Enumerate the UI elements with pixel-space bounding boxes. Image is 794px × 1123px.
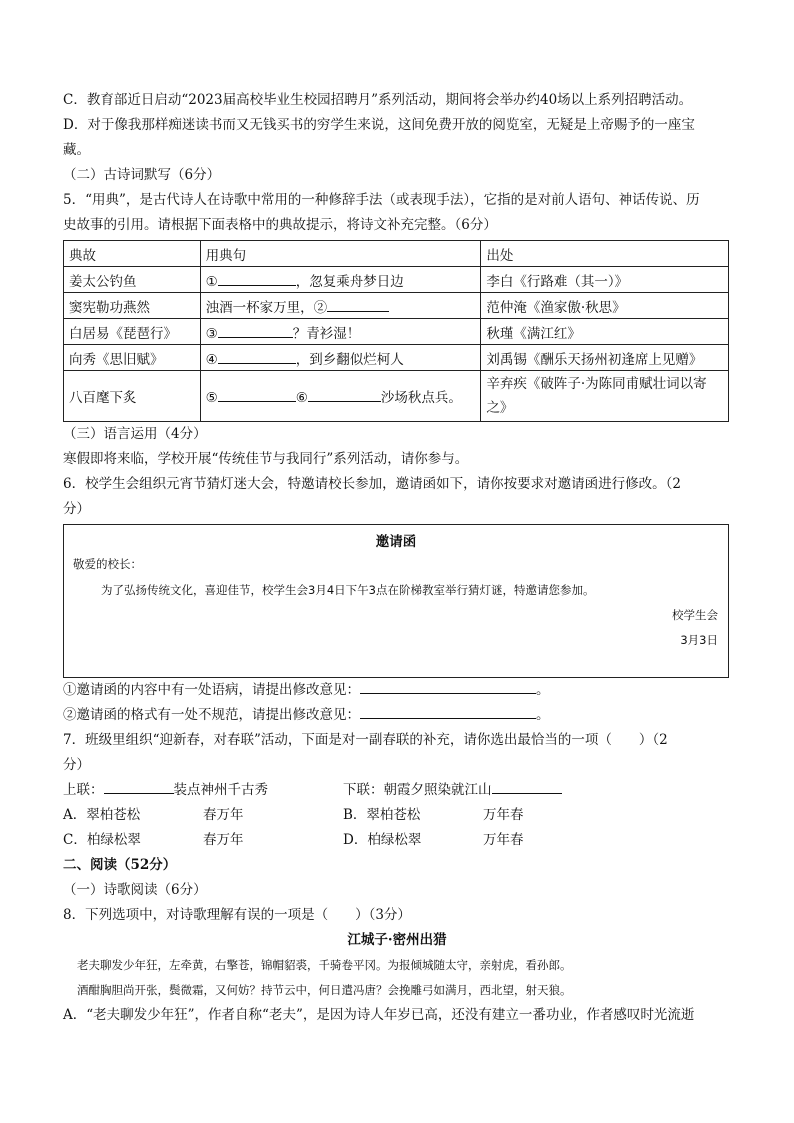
poem-line: 老夫聊发少年狂，左牵黄，右擎苍，锦帽貂裘，千骑卷平冈。为报倾城随太守，亲射虎，看孙郎。 xyxy=(77,958,572,972)
option-b-cont: 万年春 xyxy=(483,807,524,823)
option-a-cont: 春万年 xyxy=(203,807,244,823)
blank-number: ① xyxy=(205,273,218,290)
quote-text: ？青衫湿！ xyxy=(292,325,361,342)
couplet-text: 装点神州千古秀 xyxy=(173,782,268,798)
question-6-sub-2 xyxy=(63,703,731,728)
quote-text: ，忽复乘舟梦日边 xyxy=(295,273,404,290)
blank-number: ⑤ xyxy=(205,390,218,406)
question-7-text-cont: 分） xyxy=(63,757,90,773)
invitation-salutation: 敬爱的校长： xyxy=(73,557,142,571)
allusion-cell: 白居易《琵琶行》 xyxy=(64,319,201,345)
question-6-sub-1 xyxy=(63,678,731,703)
section-heading: （三）语言运用（4分） xyxy=(63,426,207,442)
sub-question-text: ②邀请函的格式有一处不规范，请提出修改意见： xyxy=(63,707,360,723)
option-a[interactable]: A．翠柏苍松 xyxy=(63,807,141,823)
question-6-text-cont: 分） xyxy=(63,501,90,517)
table-row xyxy=(64,267,729,293)
part-heading: 二、阅读（52分） xyxy=(63,857,177,873)
invitation-body: 为了弘扬传统文化，喜迎佳节，校学生会3月4日下午3点在阶梯教室举行猜灯谜，特邀请您参加。 xyxy=(101,583,595,597)
answer-blank[interactable] xyxy=(218,387,296,402)
blank-number: ⑥ xyxy=(295,390,308,406)
source-cell: 辛弃疾《破阵子·为陈同甫赋壮词以寄之》 xyxy=(481,371,729,422)
answer-blank[interactable] xyxy=(218,271,296,286)
section-heading: （一）诗歌阅读（6分） xyxy=(63,882,207,898)
answer-blank[interactable] xyxy=(492,779,562,794)
option-d-cont: 万年春 xyxy=(483,832,524,848)
q4-option-d: D．对于像我那样痴迷读书而又无钱买书的穷学生来说，这间免费开放的阅览室，无疑是上帝赐予的一座宝 xyxy=(63,117,695,133)
quote-text: 沙场秋点兵。 xyxy=(380,390,462,406)
answer-blank[interactable] xyxy=(218,349,296,364)
quote-cell xyxy=(200,345,481,371)
q4-option-c: C．教育部近日启动“2023届高校毕业生校园招聘月”系列活动，期间将会举办约40场以上系列招聘活动。 xyxy=(63,92,693,108)
poem-title: 江城子·密州出猎 xyxy=(347,932,447,948)
answer-blank[interactable] xyxy=(360,679,536,694)
answer-blank[interactable] xyxy=(308,387,381,402)
upper-couplet xyxy=(63,778,343,803)
blank-number: ④ xyxy=(205,351,218,368)
couplet-text: 下联：朝霞夕照染就江山 xyxy=(343,782,492,798)
table-row xyxy=(64,319,729,345)
section-heading: （二）古诗词默写（6分） xyxy=(63,167,221,183)
source-cell: 李白《行路难（其一）》 xyxy=(481,267,729,293)
option-b[interactable]: B．翠柏苍松 xyxy=(343,807,421,823)
question-5-text-cont: 史故事的引用。请根据下面表格中的典故提示，将诗文补充完整。（6分） xyxy=(63,217,497,233)
quote-cell xyxy=(200,371,481,422)
allusion-cell: 姜太公钓鱼 xyxy=(64,267,201,293)
answer-blank[interactable] xyxy=(104,779,174,794)
sub-question-text: ①邀请函的内容中有一处语病，请提出修改意见： xyxy=(63,682,360,698)
options-row xyxy=(63,828,731,853)
answer-blank[interactable] xyxy=(327,297,389,312)
invitation-box xyxy=(63,524,729,678)
invitation-date: 3月3日 xyxy=(680,633,718,647)
quote-text: 浊酒一杯家万里，② xyxy=(205,299,328,316)
section-intro: 寒假即将来临，学校开展“传统佳节与我同行”系列活动，请你参与。 xyxy=(63,451,469,467)
question-7-text: 7．班级里组织“迎新春，对春联”活动，下面是对一副春联的补充，请你选出最恰当的一项（ ）（2 xyxy=(63,732,668,748)
source-cell: 范仲淹《渔家傲·秋思》 xyxy=(481,293,729,319)
question-5-text: 5．“用典”，是古代诗人在诗歌中常用的一种修辞手法（或表现手法），它指的是对前人语句、神话传说、历 xyxy=(63,192,700,208)
options-row xyxy=(63,803,731,828)
invitation-signature: 校学生会 xyxy=(672,608,718,622)
blank-number: ③ xyxy=(205,325,218,342)
question-8-option-a[interactable]: A．“老夫聊发少年狂”，作者自称“老夫”，是因为诗人年岁已高，还没有建立一番功业，作者感叹时光流逝 xyxy=(63,1007,695,1023)
couplet-row xyxy=(63,778,731,803)
couplet-label: 上联： xyxy=(63,782,104,798)
allusion-cell: 窦宪勒功燕然 xyxy=(64,293,201,319)
period: 。 xyxy=(536,682,550,698)
table-header-row xyxy=(64,241,729,267)
poem-line: 酒酣胸胆尚开张，鬓微霜，又何妨？持节云中，何日遣冯唐？会挽雕弓如满月，西北望，射天狼。 xyxy=(77,983,572,997)
quote-text: ，到乡翻似烂柯人 xyxy=(295,351,404,368)
option-c-cont: 春万年 xyxy=(203,832,244,848)
allusion-table xyxy=(63,240,729,422)
quote-cell xyxy=(200,319,481,345)
source-cell: 秋瑾《满江红》 xyxy=(481,319,729,345)
quote-cell xyxy=(200,293,481,319)
source-cell: 刘禹锡《酬乐天扬州初逢席上见赠》 xyxy=(481,345,729,371)
table-header-cell: 用典句 xyxy=(200,241,481,267)
invitation-title: 邀请函 xyxy=(375,534,417,550)
question-6-text: 6．校学生会组织元宵节猜灯迷大会，特邀请校长参加，邀请函如下，请你按要求对邀请函进行修改。（2 xyxy=(63,476,681,492)
exam-page xyxy=(63,88,731,1028)
answer-blank[interactable] xyxy=(360,704,536,719)
table-header-cell: 典故 xyxy=(64,241,201,267)
table-row xyxy=(64,293,729,319)
table-row xyxy=(64,345,729,371)
table-header-cell: 出处 xyxy=(481,241,729,267)
period: 。 xyxy=(536,707,550,723)
question-8-text: 8．下列选项中，对诗歌理解有误的一项是（ ）（3分） xyxy=(63,907,411,923)
allusion-cell: 八百麾下炙 xyxy=(64,371,201,422)
table-row xyxy=(64,371,729,422)
allusion-cell: 向秀《思旧赋》 xyxy=(64,345,201,371)
quote-cell xyxy=(200,267,481,293)
option-d[interactable]: D．柏绿松翠 xyxy=(343,832,422,848)
option-c[interactable]: C．柏绿松翠 xyxy=(63,832,141,848)
answer-blank[interactable] xyxy=(218,323,293,338)
q4-option-d-cont: 藏。 xyxy=(63,142,90,158)
lower-couplet xyxy=(343,778,562,803)
